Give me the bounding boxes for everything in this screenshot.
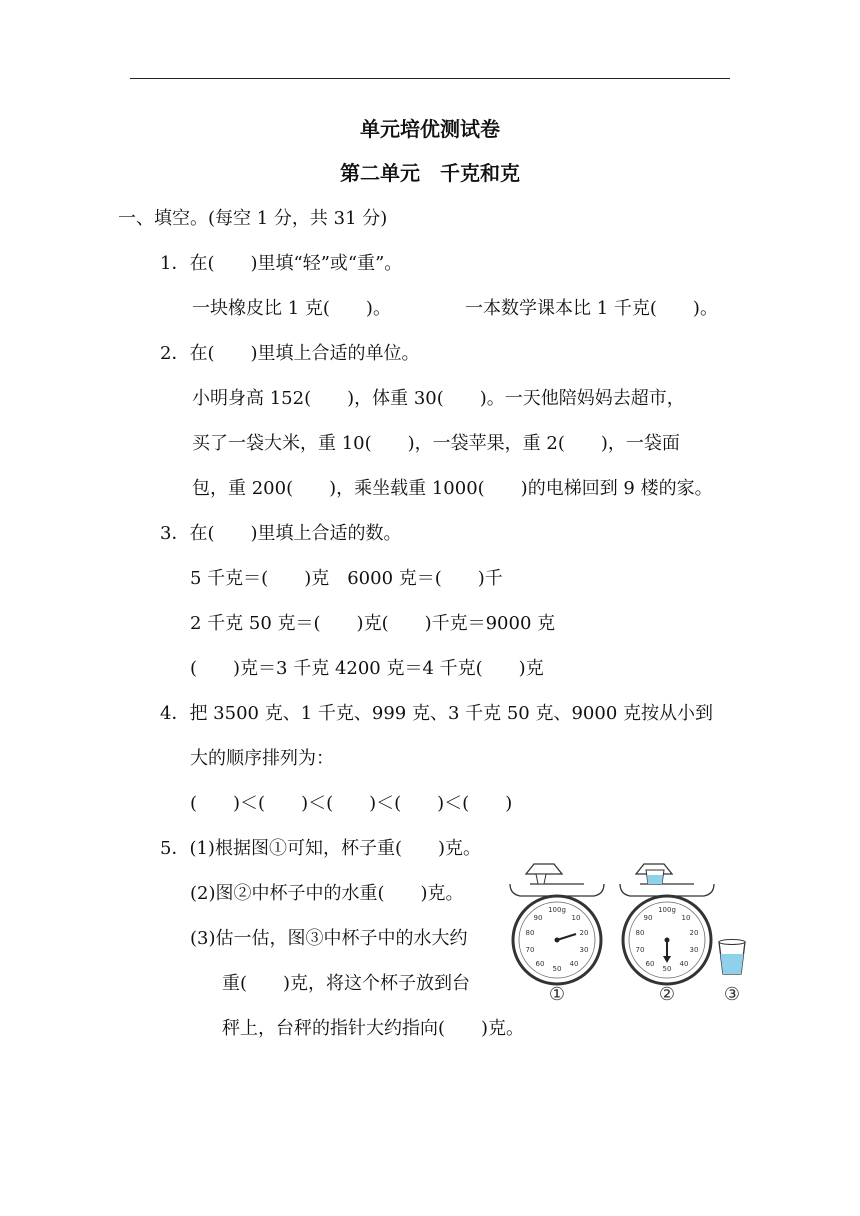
q3-line-1: 5 千克＝( )克 6000 克＝( )千 — [190, 568, 503, 589]
scales-illustration — [508, 858, 776, 1008]
q2-stem: 2．在( )里填上合适的单位。 — [160, 343, 420, 364]
scale-2 — [620, 864, 714, 1005]
q5-part-2: (2)图②中杯子中的水重( )克。 — [190, 883, 464, 904]
scale1-mark-0: 100g — [548, 906, 566, 914]
figure-label-2: ② — [658, 984, 676, 1005]
figure-label-3: ③ — [723, 984, 741, 1005]
cup-3 — [719, 940, 745, 1006]
scale1-mark-4: 40 — [569, 960, 579, 968]
page-subtitle: 第二单元 千克和克 — [340, 161, 520, 185]
q5-part-3b: 重( )克，将这个杯子放到台 — [222, 973, 471, 994]
q5-part-3a: (3)估一估，图③中杯子中的水大约 — [190, 928, 468, 949]
scale1-mark-6: 60 — [535, 960, 545, 968]
q4-stem-2: 大的顺序排列为： — [190, 748, 334, 769]
q3-stem: 3．在( )里填上合适的数。 — [160, 523, 402, 544]
scale2-mark-6: 60 — [645, 960, 655, 968]
q3-line-2: 2 千克 50 克＝( )克( )千克＝9000 克 — [190, 613, 556, 634]
scale-1 — [510, 864, 604, 1005]
scale2-mark-8: 80 — [635, 929, 645, 937]
scale2-mark-0: 100g — [658, 906, 676, 914]
q4-answer: ( )＜( )＜( )＜( )＜( ) — [190, 793, 513, 814]
q2-line-3: 包，重 200( )，乘坐载重 1000( )的电梯回到 9 楼的家。 — [192, 478, 713, 499]
scale2-mark-7: 70 — [635, 946, 645, 954]
q2-line-2: 买了一袋大米，重 10( )，一袋苹果，重 2( )，一袋面 — [192, 433, 680, 454]
scale1-mark-3: 30 — [579, 946, 589, 954]
scale2-mark-2: 20 — [689, 929, 699, 937]
q2-line-1: 小明身高 152( )，体重 30( )。一天他陪妈妈去超市， — [192, 388, 685, 409]
q3-line-3: ( )克＝3 千克 4200 克＝4 千克( )克 — [190, 658, 544, 679]
scale1-mark-2: 20 — [579, 929, 589, 937]
page-title: 单元培优测试卷 — [360, 117, 500, 141]
scale1-mark-1: 10 — [571, 914, 581, 922]
q5-part-1: 5．(1)根据图①可知，杯子重( )克。 — [160, 838, 481, 859]
top-rule — [130, 78, 730, 79]
scale2-mark-4: 40 — [679, 960, 689, 968]
scale1-mark-7: 70 — [525, 946, 535, 954]
scale2-mark-3: 30 — [689, 946, 699, 954]
figure-label-1: ① — [548, 984, 566, 1005]
scale1-mark-8: 80 — [525, 929, 535, 937]
q1-stem: 1．在( )里填“轻”或“重”。 — [160, 253, 403, 274]
scale2-mark-9: 90 — [643, 914, 653, 922]
scale1-mark-5: 50 — [552, 965, 562, 973]
q1-item-b: 一本数学课本比 1 千克( )。 — [465, 298, 718, 319]
scale1-mark-9: 90 — [533, 914, 543, 922]
q1-item-a: 一块橡皮比 1 克( )。 — [192, 298, 391, 319]
scale2-mark-1: 10 — [681, 914, 691, 922]
scales-figure — [508, 858, 776, 1008]
scale2-mark-5: 50 — [662, 965, 672, 973]
q4-stem: 4．把 3500 克、1 千克、999 克、3 千克 50 克、9000 克按从小到 — [160, 703, 714, 724]
section-heading: 一、填空。(每空 1 分，共 31 分) — [118, 208, 388, 229]
q5-part-3c: 秤上，台秤的指针大约指向( )克。 — [222, 1018, 525, 1039]
